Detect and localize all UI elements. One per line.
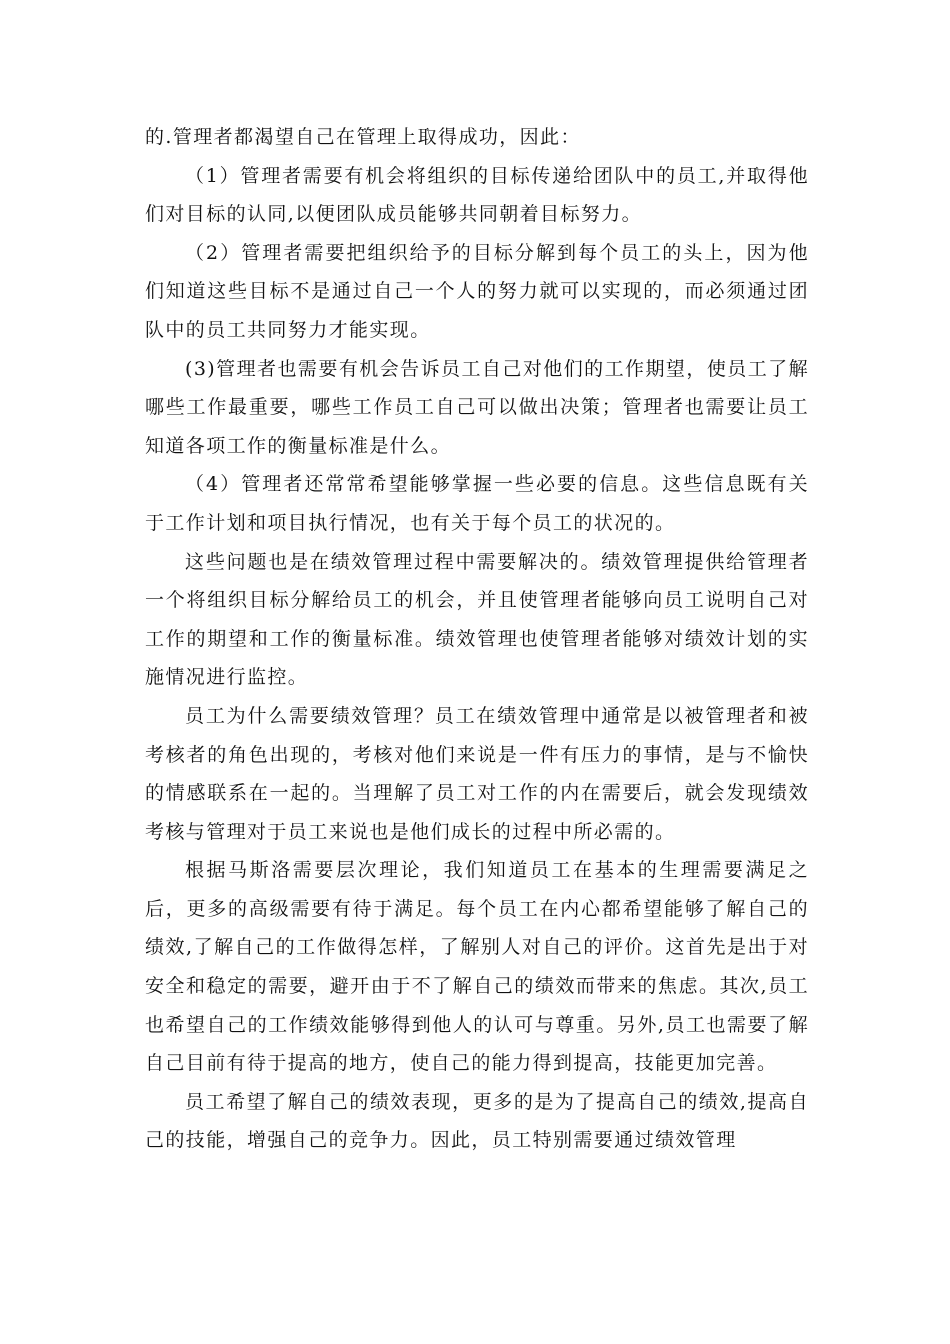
paragraph-item-1: （1）管理者需要有机会将组织的目标传递给团队中的员工,并取得他们对目标的认同,以便团队成员能够共同朝着目标努力。: [145, 164, 809, 226]
paragraph-employee-performance: 员工希望了解自己的绩效表现，更多的是为了提高自己的绩效,提高自己的技能，增强自己的竞争力。因此，员工特别需要通过绩效管理: [145, 1090, 809, 1152]
paragraph-maslow: 根据马斯洛需要层次理论，我们知道员工在基本的生理需要满足之后，更多的高级需要有待于满足。每个员工在内心都希望能够了解自己的绩效,了解自己的工作做得怎样，了解别人对自己的评价。这首先是出于对安全和稳定的需要，避开由于不了解自己的绩效而带来的焦虑。其次,员工也希望自己的工作绩效能够得到他人的认可与尊重。另外,员工也需要了解自己目前有待于提高的地方，使自己的能力得到提高，技能更加完善。: [145, 859, 809, 1075]
paragraph-item-2: （2）管理者需要把组织给予的目标分解到每个员工的头上，因为他们知道这些目标不是通过自己一个人的努力就可以实现的，而必须通过团队中的员工共同努力才能实现。: [145, 241, 809, 341]
paragraph-employee-need: 员工为什么需要绩效管理？员工在绩效管理中通常是以被管理者和被考核者的角色出现的，考核对他们来说是一件有压力的事情，是与不愉快的情感联系在一起的。当理解了员工对工作的内在需要后，就会发现绩效考核与管理对于员工来说也是他们成长的过程中所必需的。: [145, 704, 809, 843]
paragraph-continuation: 的.管理者都渴望自己在管理上取得成功，因此：: [145, 126, 581, 148]
paragraph-item-3: (3)管理者也需要有机会告诉员工自己对他们的工作期望，使员工了解哪些工作最重要，哪些工作员工自己可以做出决策；管理者也需要让员工知道各项工作的衡量标准是什么。: [145, 357, 809, 457]
paragraph-summary: 这些问题也是在绩效管理过程中需要解决的。绩效管理提供给管理者一个将组织目标分解给员工的机会，并且使管理者能够向员工说明自己对工作的期望和工作的衡量标准。绩效管理也使管理者能够对绩效计划的实施情况进行监控。: [145, 550, 809, 689]
paragraph-item-4: （4）管理者还常常希望能够掌握一些必要的信息。这些信息既有关于工作计划和项目执行情况，也有关于每个员工的状况的。: [145, 473, 809, 534]
body-text: [145, 118, 809, 1160]
